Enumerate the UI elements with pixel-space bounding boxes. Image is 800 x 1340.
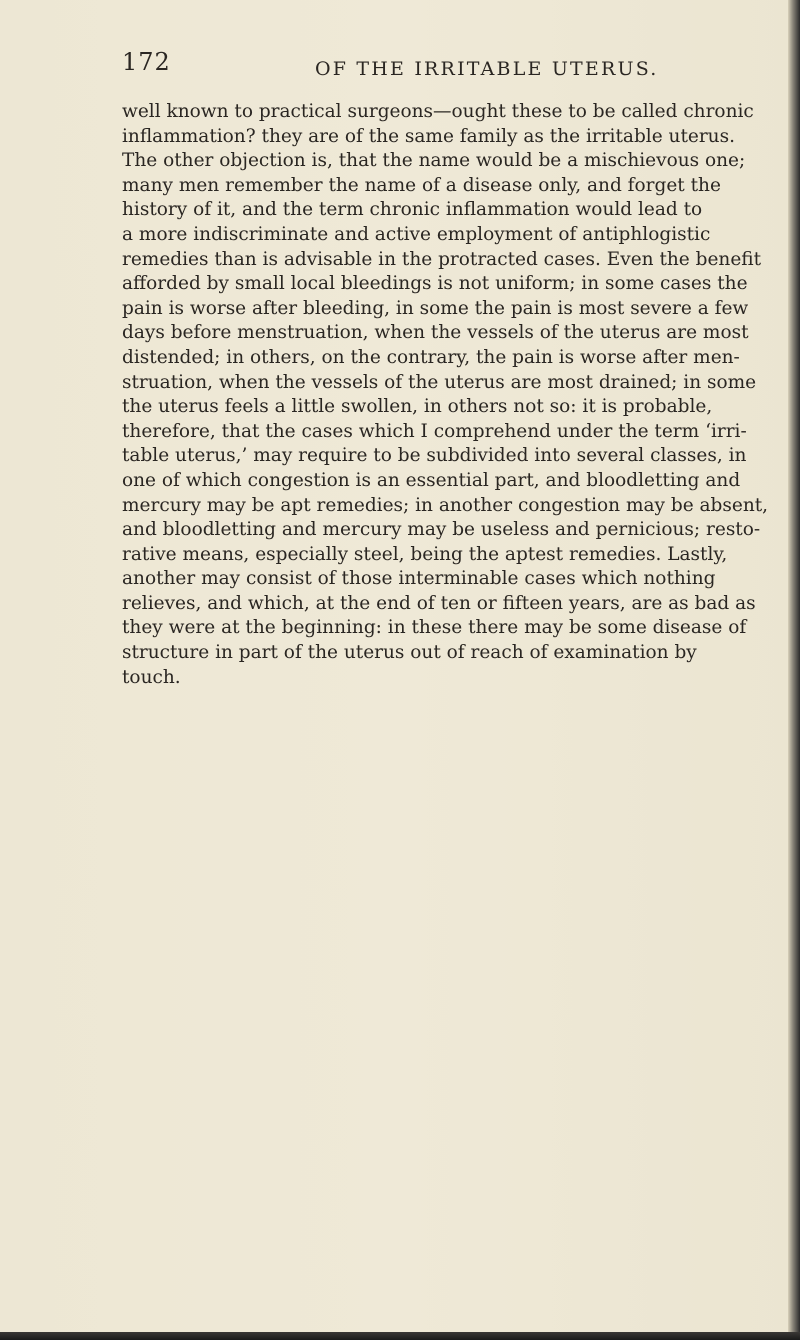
text-line: struation, when the vessels of the uterus are most drained; in some — [122, 371, 757, 393]
text-line: one of which congestion is an essential part, and bloodletting and — [122, 469, 741, 491]
text-line: rative means, especially steel, being the aptest remedies. Lastly, — [122, 543, 728, 565]
text-line: distended; in others, on the contrary, the pain is worse after men- — [122, 346, 740, 368]
text-line: the uterus feels a little swollen, in others not so: it is probable, — [122, 396, 713, 418]
text-line: therefore, that the cases which I comprehend under the term ‘irri- — [122, 420, 747, 442]
body-text — [122, 100, 792, 690]
text-line: pain is worse after bleeding, in some the pain is most severe a few — [122, 297, 749, 319]
text-line: touch. — [122, 666, 181, 688]
text-line: remedies than is advisable in the protracted cases. Even the benefit — [122, 248, 762, 270]
text-line: they were at the beginning: in these there may be some disease of — [122, 617, 747, 639]
text-line: relieves, and which, at the end of ten or fifteen years, are as bad as — [122, 592, 756, 614]
bottom-edge — [0, 1332, 800, 1340]
running-head: OF THE IRRITABLE UTERUS. — [315, 58, 659, 80]
text-line: afforded by small local bleedings is not uniform; in some cases the — [122, 273, 748, 295]
page-number: 172 — [122, 48, 171, 76]
text-line: another may consist of those interminable cases which nothing — [122, 568, 716, 590]
text-line: structure in part of the uterus out of reach of examination by — [122, 642, 697, 664]
text-line: well known to practical surgeons—ought these to be called chronic — [122, 101, 754, 122]
text-line: history of it, and the term chronic inflammation would lead to — [122, 199, 703, 221]
text-line: The other objection is, that the name would be a mischievous one; — [122, 150, 746, 172]
page-edge-shadow — [788, 0, 800, 1340]
text-line: days before menstruation, when the vessels of the uterus are most — [122, 322, 749, 344]
text-line: inflammation? they are of the same family as the irritable uterus. — [122, 125, 735, 147]
text-line: a more indiscriminate and active employment of antiphlogistic — [122, 223, 711, 245]
text-line: mercury may be apt remedies; in another congestion may be absent, — [122, 494, 769, 516]
text-line: and bloodletting and mercury may be useless and pernicious; resto- — [122, 519, 761, 541]
text-line: table uterus,’ may require to be subdivided into several classes, in — [122, 445, 747, 467]
text-line: many men remember the name of a disease only, and forget the — [122, 174, 721, 196]
